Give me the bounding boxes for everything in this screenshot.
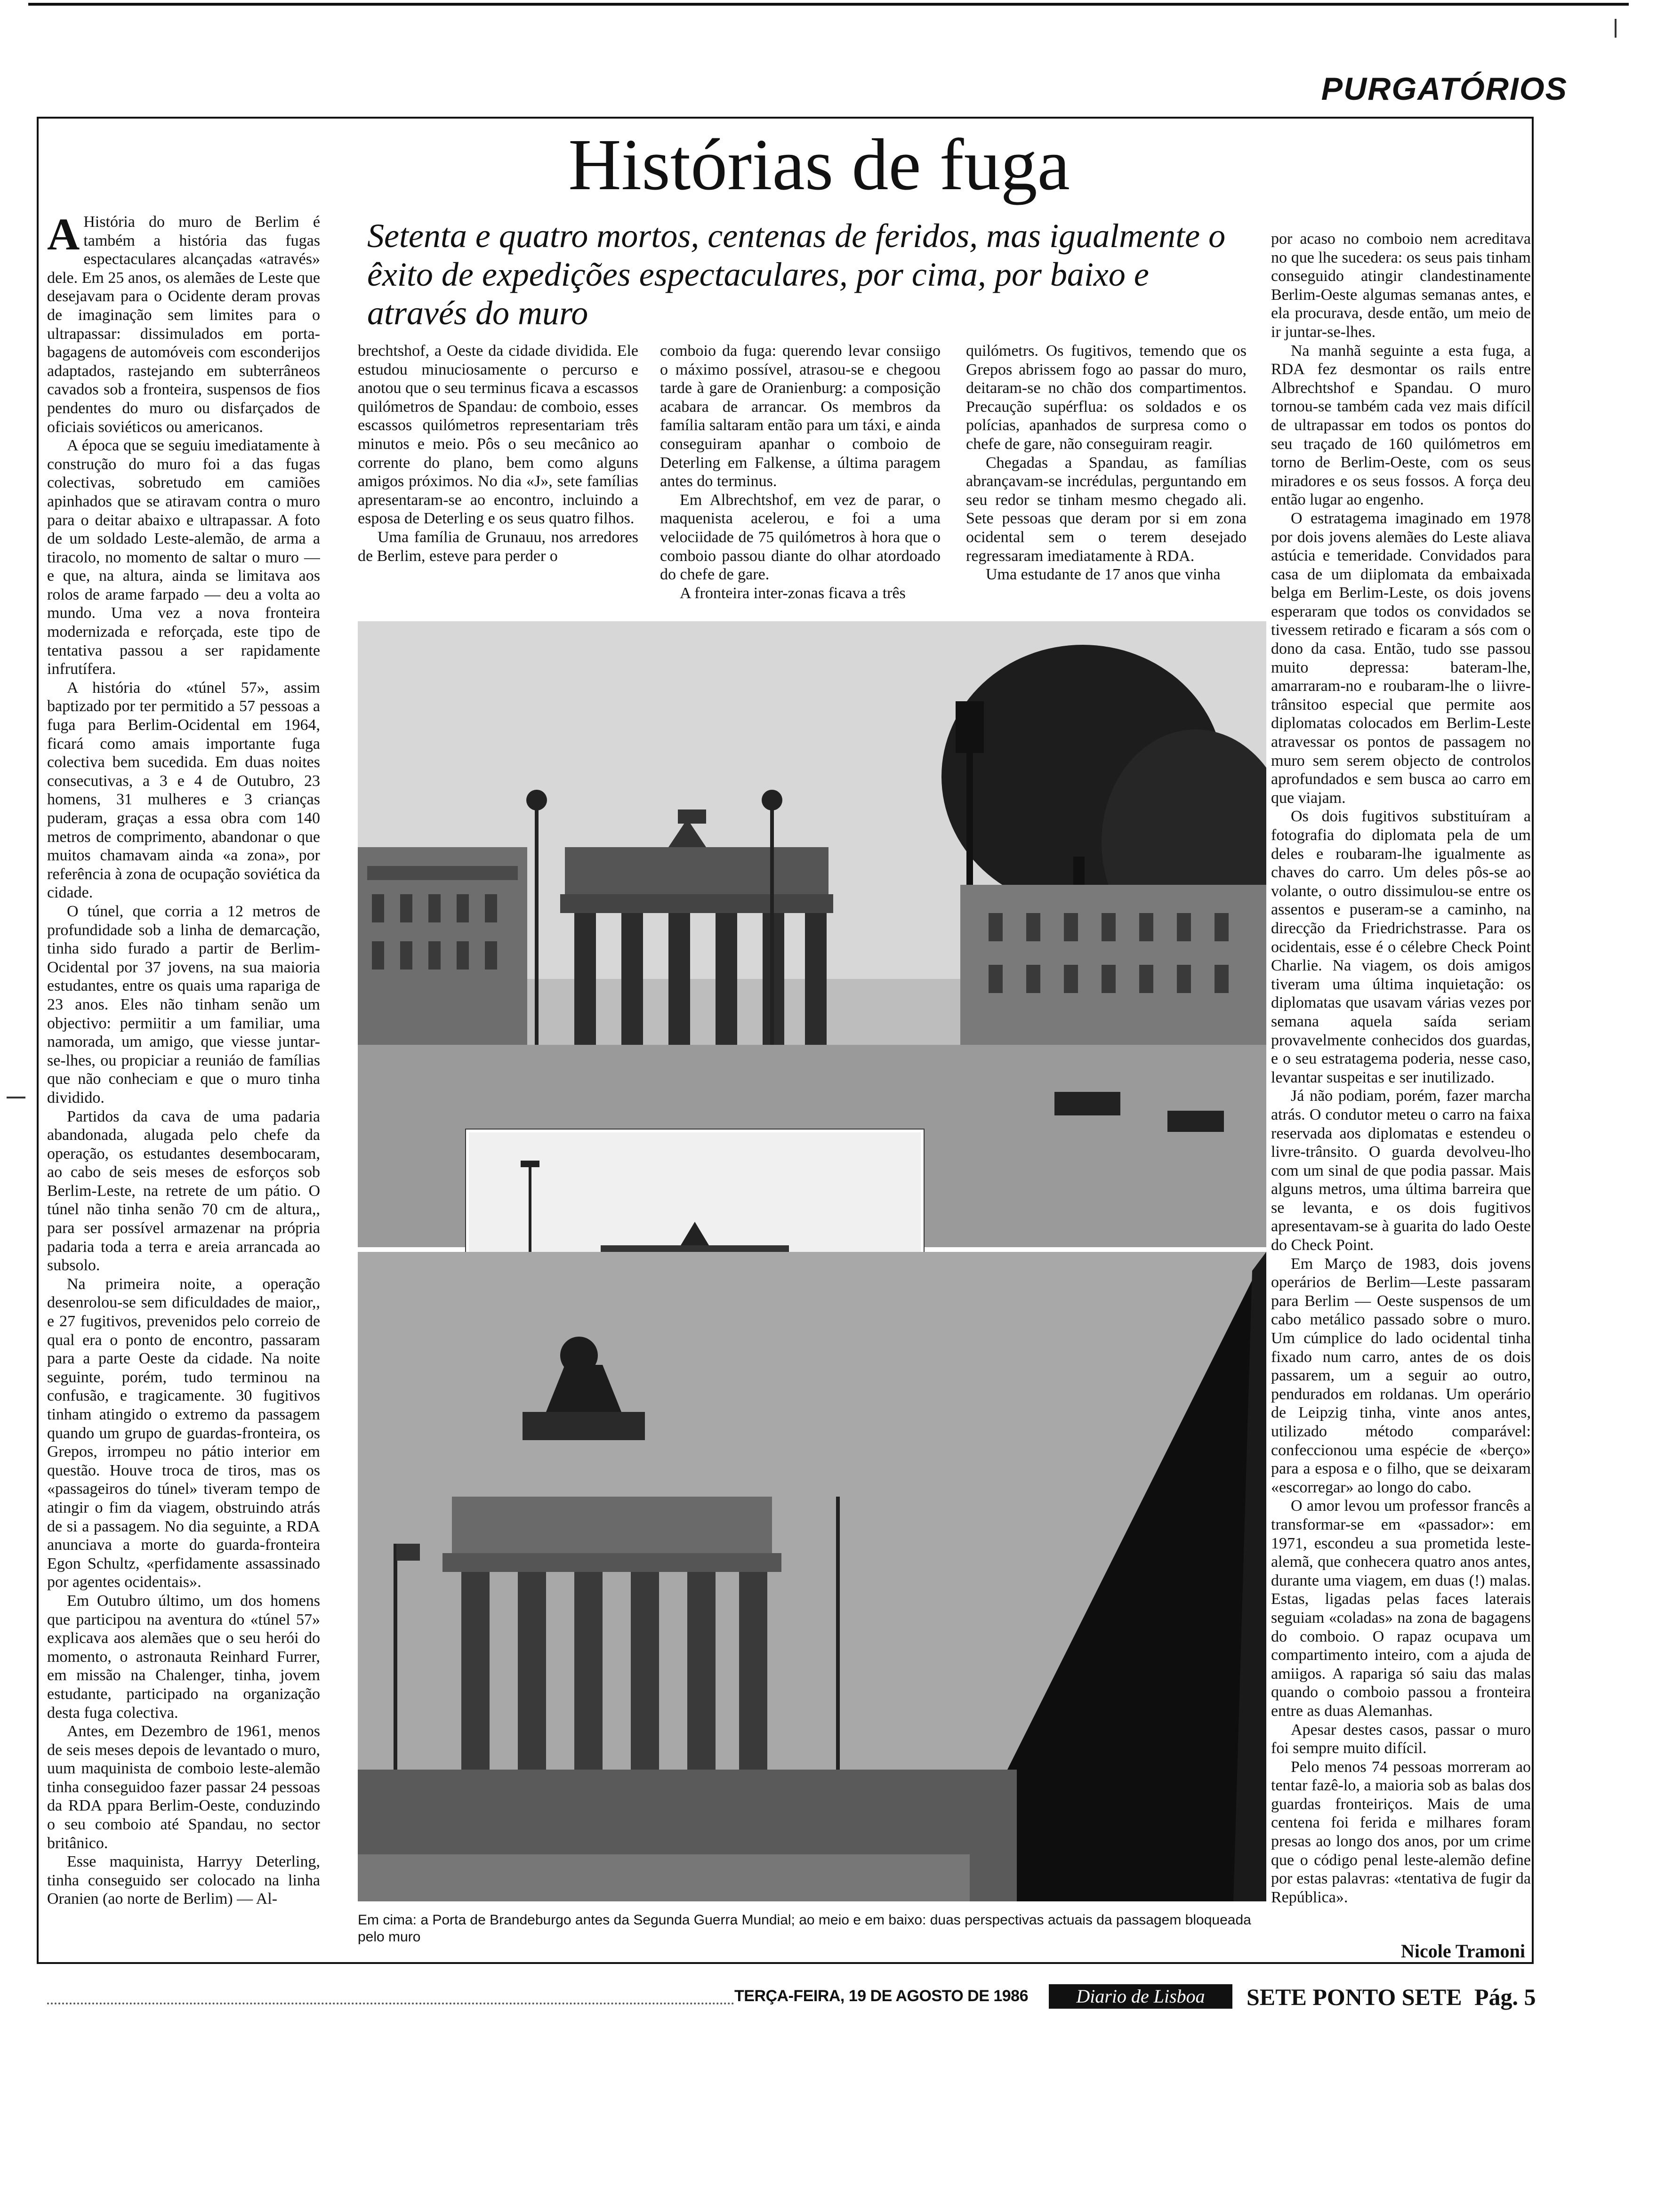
paragraph: Na manhã seguinte a esta fuga, a RDA fez desmontar os rails entre Albrechtshof e Spandau. O muro tornou-se também cada vez mais difícil de ultrapassar em todos os pontos do seu traçado de 160 quilómetros em torno de Berlim-Oeste, com os seus miradores e os seus fossos. A força deu então lugar ao engenho. [1271, 342, 1531, 509]
text-column-1 [47, 213, 320, 1931]
text-column-3 [660, 342, 941, 605]
paragraph: quilómetrs. Os fugitivos, temendo que os Grepos abrissem fogo ao passar do muro, deitaram-se no chão dos compartimentos. Precaução supérflua: os soldados e os polícias, apanhados de surpresa como o chefe de gare, não conseguiram reagir. [966, 342, 1247, 453]
paragraph: Esse maquinista, Harryy Deterling, tinha conseguido ser colocado na linha Oranien (ao norte de Berlim) — Al- [47, 1853, 320, 1908]
paragraph: Uma estudante de 17 anos que vinha [986, 566, 1221, 584]
paragraph: Em Albrechtshof, em vez de parar, o maquenista acelerou, e foi a uma velociidade de 75 quilómetros à hora que o comboio passou diante do olhar atordoado do chefe de gare. [660, 491, 941, 584]
masthead-logo: Diario de Lisboa [1049, 1984, 1232, 2009]
paragraph: Já não podiam, porém, fazer marcha atrás. O condutor meteu o carro na faixa reservada aos diplomatas e estendeu o livre-trânsito. O guarda devolveu-lho com um sinal de que podia passar. Mais alguns metros, uma última barreira que se levanta, e os dois fugitivos apresentavam-se à guarita do lado Oeste do Check Point. [1271, 1087, 1531, 1254]
drop-cap: A [47, 213, 80, 259]
paragraph: Partidos da cava de uma padaria abandonada, alugada pelo chefe da operação, os estudantes desembocaram, ao cabo de seis meses de esforços sob Berlim-Leste, na retrete de um pátio. O túnel não tinha senão 70 cm de altura,, para ser possível armazenar na própria padaria toda a terra e areia arrancada ao subsolo. [47, 1107, 320, 1274]
text-column-4 [966, 342, 1247, 605]
article-title: Histórias de fuga [568, 124, 1070, 205]
lead-paragraph: A História do muro de Berlim é também a história das fugas espectaculares alcançadas «através» dele. Em 25 anos, os alemães de Leste que desejavam para o Ocidente deram provas de imaginação sem limites para o ultrapassar: dissimulados em porta-bagagens de automóveis com esconderijos adaptados, rastejando em subterrâneos cavados sob a fronteira, suspensos de fios pendentes do muro ou disfarçados de oficiais soviéticos ou americanos. [47, 213, 320, 436]
paragraph: Em Outubro último, um dos homens que participou na aventura do «túnel 57» explicava aos alemães que o seu herói do momento, o astronauta Reinhard Furrer, em missão na Chalenger, tinha, jovem estudante, participado na organização desta fuga colectiva. [47, 1592, 320, 1722]
paragraph: O túnel, que corria a 12 metros de profundidade sob a linha de demarcação, tinha sido furado a partir de Berlim-Ocidental por 37 jovens, na sua maioria estudantes, entre os quais uma rapariga de 23 anos. Eles não tinham senão um objectivo: permiitir a um familiar, uma namorada, um amigo, que viesse juntar-se-lhes, ou propiciar a reuniáo de famílias que não conheciam e que o muro tinha dividido. [47, 902, 320, 1106]
paragraph: Em Março de 1983, dois jovens operários de Berlim—Leste passaram para Berlim — Oeste suspensos de um cabo metálico passado sobre o muro. Um cúmplice do lado ocidental tinha fixado num carro, antes de os dois passarem, um a seguir ao outro, pendurados em roldanas. Um operário de Leipzig tinha, vinte anos antes, utilizado método comparável: confeccionou uma espécie de «berço» para a esposa e o filho, que se deixaram «escorregar» ao longo do cabo. [1271, 1255, 1531, 1496]
footer-date: TERÇA-FEIRA, 19 DE AGOSTO DE 1986 [734, 1987, 1028, 2005]
footer-section: SETE PONTO SETE [1247, 1984, 1462, 2010]
scan-mark [7, 1097, 25, 1098]
top-rule [28, 3, 1629, 6]
section-header: PURGATÓRIOS [1321, 71, 1568, 107]
photo-collage [358, 621, 1266, 1901]
footer-rule [47, 2003, 734, 2004]
paragraph: Chegadas a Spandau, as famílias abrançavam-se incrédulas, perguntando em seu redor se tinham mesmo chegado ali. Sete pessoas que deram por si em zona ocidental sem o terem desejado regressaram imediatamente à RDA. [966, 454, 1247, 565]
photo-caption: Em cima: a Porta de Brandeburgo antes da Segunda Guerra Mundial; ao meio e em baixo: duas perspectivas actuais da passagem bloqueada pelo muro [358, 1912, 1251, 1945]
paragraph: A fronteira inter-zonas ficava a três [680, 584, 906, 602]
paragraph: Na primeira noite, a operação desenrolou-se sem dificuldades de maior,, e 27 fugitivos, prevenidos pelo correio de qual era o ponto de encontro, passaram para a parte Oeste da cidade. Na noite seguinte, porém, tudo terminou na confusão, e tragicamente. 30 fugitivos tinham atingido o extremo da passagem quando um grupo de guardas-fronteira, os Grepos, irrompeu no pátio interior em questão. Houve troca de tiros, mas os «passageiros do túnel» tiveram tempo de atingir o fim da viagem, obstruindo atrás de si a passagem. No dia seguinte, a RDA anunciava a morte do guarda-fronteira Egon Schultz, «perfidamente assassinado por agentes ocidentais». [47, 1275, 320, 1591]
article-subtitle: Setenta e quatro mortos, centenas de feridos, mas igualmente o êxito de expedições espectaculares, por cima, por baixo e através do muro [367, 217, 1226, 332]
page-number: Pág. 5 [1474, 1984, 1536, 2010]
paragraph: Os dois fugitivos substituíram a fotografia do diplomata pela de um deles e roubaram-lhe igualmente as chaves do carro. Um deles pôs-se ao volante, o outro dissimulou-se entre os assentos e puseram-se a caminho, na direcção da Friedrichstrasse. Para os ocidentais, esse é o célebre Check Point Charlie. Na viagem, os dois amigos tiveram uma última inquietação: os diplomatas que usavam várias vezes por semana aquela saída seriam provavelmente conhecidos dos guardas, e o seu estratagema poderia, nesse caso, levantar suspeitas e ser inutilizado. [1271, 808, 1531, 1086]
paragraph: A história do «túnel 57», assim baptizado por ter permitido a 57 pessoas a fuga para Berlim-Ocidental em 1964, ficará como amais importante fuga colectiva bem sucedida. Em duas noites consecutivas, a 3 e 4 de Outubro, 23 homens, 31 mulheres e 3 crianças puderam, graças a essa obra com 140 metros de comprimento, abandonar o que muitos chamavam ainda «a zona», por referência à zona de ocupação soviética da cidade. [47, 679, 320, 902]
author-signature: Nicole Tramoni [1400, 1940, 1525, 1962]
paragraph: A época que se seguiu imediatamente à construção do muro foi a das fugas colectivas, sobretudo em camiões apinhados que se atiravam contra o muro para o deitar abaixo e ultrapassar. A foto de um soldado Leste-alemão, de arma a tiracolo, no momento de saltar o muro — e que, na altura, ainda se limitava aos rolos de arame farpado — deu a volta ao mundo. Uma vez a nova fronteira modernizada e reforçada, este tipo de tentativa passou a ser rapidamente infrutífera. [47, 437, 320, 678]
paragraph: O estratagema imaginado em 1978 por dois jovens alemães do Leste aliava astúcia e temeridade. Convidados para casa de um diiplomata da embaixada belga em Berlim-Leste, os dois jovens esperaram que todos os convidados se tivessem retirado e ficaram a sós com o dono da casa. Então, tudo sse passou muito depressa: bateram-lhe, amarraram-no e roubaram-lhe o liivre-trânsitoo especial que permite aos diplomatas colocados em Berlim-Leste atravessar os pontos de passagem no muro sem serem objecto de controlos aprofundados e sem busca ao carro em que viajam. [1271, 509, 1531, 807]
paragraph: brechtshof, a Oeste da cidade dividida. Ele estudou minuciosamente o percurso e anotou que o seu terminus ficava a escassos quilómetros de Spandau: de comboio, esses escassos quilómetros representariam três minutos e meio. Pôs o seu mecânico ao corrente do plano, bem como alguns amigos próximos. No dia «J», sete famílias apresentaram-se ao encontro, incluindo a esposa de Deterling e os seus quatro filhos. [358, 342, 638, 528]
text-column-2 [358, 342, 638, 605]
paragraph: O amor levou um professor francês a transformar-se em «passador»: em 1971, escondeu a sua prometida leste-alemã, que conhecera quatro anos antes, durante uma viagem, em duas (!) malas. Estas, ligadas pelas faces laterais seguiam «coladas» na zona de bagagens do comboio. O rapaz ocupava um compartimento inteiro, com a ajuda de amiigos. A rapariga só saiu das malas quando o comboio passou a fronteira entre as duas Alemanhas. [1271, 1497, 1531, 1720]
paragraph: Apesar destes casos, passar o muro foi sempre muito difícil. [1271, 1721, 1531, 1757]
paragraph: comboio da fuga: querendo levar consiigo o máximo possível, atrasou-se e chegoou tarde à gare de Oranienburg: a composição acabara de arrancar. Os membros da família saltaram então para um táxi, e ainda conseguiram apanhar o comboio de Deterling em Falkense, a última paragem antes do terminus. [660, 342, 941, 490]
paragraph: Pelo menos 74 pessoas morreram ao tentar fazê-lo, a maioria sob as balas dos guardas fronteiriços. Mais de uma centena foi ferida e milhares foram presas ao longo dos anos, por um crime que o código penal leste-alemão define por estas palavras: «tentativa de fugir da República». [1271, 1758, 1531, 1906]
scan-mark [1615, 19, 1617, 38]
photo-gate-closeup [358, 1252, 1266, 1901]
paragraph: Antes, em Dezembro de 1961, menos de seis meses depois de levantado o muro, uum maquinista de comboio leste-alemão tinha conseguidoo fazer passar 24 pessoas da RDA ppara Berlim-Oeste, conduzindo o seu comboio até Spandau, no sector britânico. [47, 1723, 320, 1852]
paragraph: por acaso no comboio nem acreditava no que lhe sucedera: os seus pais tinham conseguido atingir clandestinamente Berlim-Oeste algumas semanas antes, e ela procurava, desde então, um meio de ir juntar-se-lhes. [1271, 230, 1531, 341]
text-column-5 [1271, 230, 1531, 1915]
paragraph: Uma família de Grunauu, nos arredores de Berlim, esteve para perder o [358, 528, 638, 565]
